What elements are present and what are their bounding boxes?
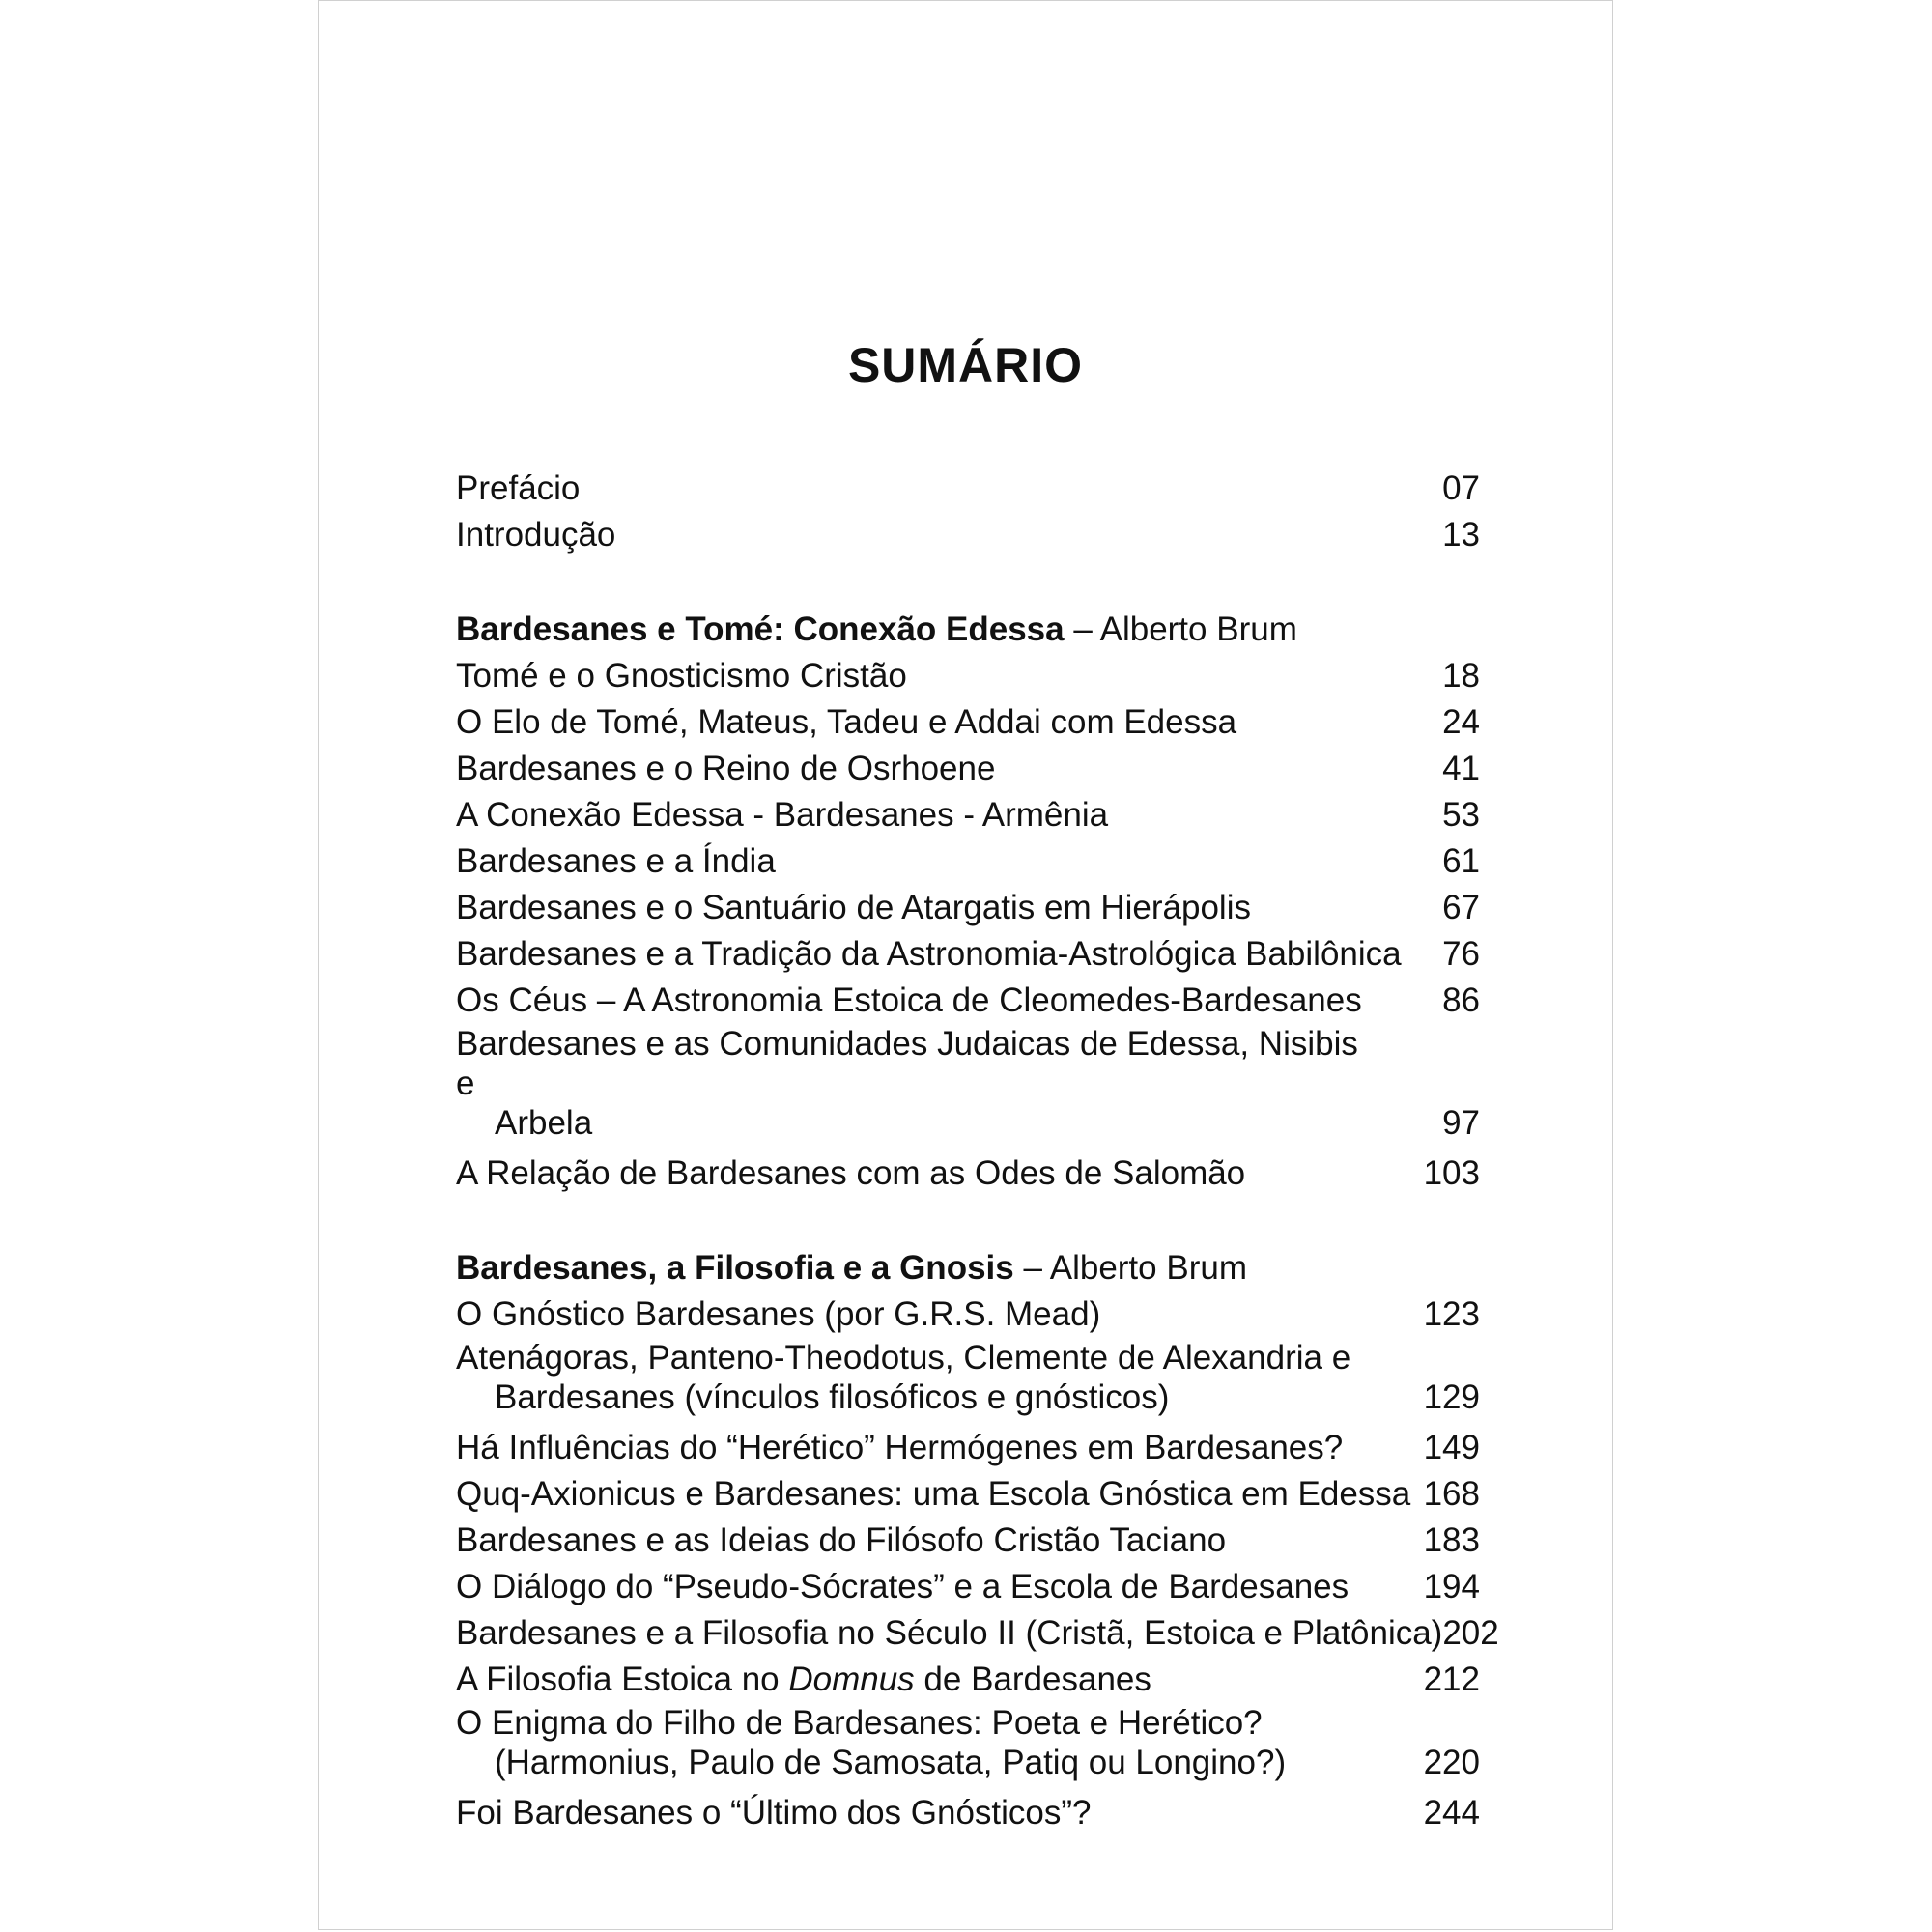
toc-entry bbox=[456, 1467, 1480, 1514]
toc-entry-label: Bardesanes e a Tradição da Astronomia-Astrológica Babilônica bbox=[456, 935, 1402, 973]
toc-entry-label-italic: Domnus bbox=[788, 1661, 915, 1698]
section-heading bbox=[456, 1241, 1480, 1288]
toc-entry bbox=[456, 462, 1480, 508]
toc-entry bbox=[456, 1334, 1480, 1421]
toc-entry-label: A Relação de Bardesanes com as Odes de Salomão bbox=[456, 1154, 1246, 1192]
toc-entry-page: 194 bbox=[1423, 1568, 1480, 1605]
toc-entry-label bbox=[456, 1024, 1383, 1143]
toc-entry bbox=[456, 1421, 1480, 1467]
toc-entry bbox=[456, 881, 1480, 927]
toc-entry bbox=[456, 1653, 1480, 1699]
toc-entry-label: A Conexão Edessa - Bardesanes - Armênia bbox=[456, 796, 1109, 834]
toc-entry-label: Quq-Axionicus e Bardesanes: uma Escola Gnóstica em Edessa bbox=[456, 1475, 1411, 1513]
section-title: Bardesanes, a Filosofia e a Gnosis bbox=[456, 1249, 1014, 1287]
toc-entry-label: Bardesanes e a Filosofia no Século II (Cristã, Estoica e Platônica) bbox=[456, 1614, 1443, 1652]
toc-entry-page: 86 bbox=[1442, 981, 1480, 1019]
page-title: SUMÁRIO bbox=[847, 338, 1084, 392]
toc-entry bbox=[456, 508, 1480, 554]
toc-entry-page: 76 bbox=[1442, 935, 1480, 973]
toc-entry-label: Há Influências do “Herético” Hermógenes em Bardesanes? bbox=[456, 1429, 1344, 1466]
toc-entry bbox=[456, 927, 1480, 974]
toc-entry-page: 61 bbox=[1442, 842, 1480, 880]
toc-entry-label-line2: Bardesanes (vínculos filosóficos e gnósticos) bbox=[495, 1378, 1170, 1416]
toc-entry bbox=[456, 742, 1480, 788]
toc-entry-label-line2: Arbela bbox=[495, 1104, 593, 1142]
toc-entry-page: 18 bbox=[1442, 657, 1480, 695]
toc-entry-page: 149 bbox=[1423, 1429, 1480, 1466]
toc-entry-label: Introdução bbox=[456, 516, 616, 554]
toc-entry bbox=[456, 1147, 1480, 1193]
toc-entry-page: 129 bbox=[1423, 1378, 1480, 1416]
toc-entry-label bbox=[456, 1703, 1383, 1782]
toc-entry-page: 244 bbox=[1423, 1794, 1480, 1832]
toc-entry-label-line2: (Harmonius, Paulo de Samosata, Patiq ou Longino?) bbox=[495, 1744, 1287, 1781]
toc-entry-page: 53 bbox=[1442, 796, 1480, 834]
toc-entry-page: 183 bbox=[1423, 1521, 1480, 1559]
toc-entry-label: O Elo de Tomé, Mateus, Tadeu e Addai com Edessa bbox=[456, 703, 1237, 741]
toc-entry bbox=[456, 1786, 1480, 1833]
toc-entry-page: 168 bbox=[1423, 1475, 1480, 1513]
toc-entry-label-line1: Bardesanes e as Comunidades Judaicas de Edessa, Nisibis e bbox=[456, 1025, 1358, 1102]
table-of-contents bbox=[456, 462, 1499, 1833]
toc-entry-label-pre: A Filosofia Estoica no bbox=[456, 1661, 780, 1698]
toc-entry bbox=[456, 1288, 1480, 1334]
toc-entry-label bbox=[456, 1661, 1151, 1699]
toc-entry bbox=[456, 1606, 1499, 1653]
toc-entry-page: 123 bbox=[1423, 1295, 1480, 1333]
section-author: – Alberto Brum bbox=[1073, 611, 1297, 648]
toc-entry-page: 13 bbox=[1442, 516, 1480, 554]
toc-entry-page: 67 bbox=[1442, 889, 1480, 926]
toc-entry bbox=[456, 696, 1480, 742]
toc-entry bbox=[456, 1560, 1480, 1606]
toc-entry bbox=[456, 1699, 1480, 1786]
toc-entry bbox=[456, 788, 1480, 835]
toc-entry-page: 220 bbox=[1423, 1744, 1480, 1781]
toc-entry-label: Prefácio bbox=[456, 469, 581, 507]
toc-entry-page: 202 bbox=[1442, 1614, 1499, 1652]
toc-entry-page: 24 bbox=[1442, 703, 1480, 741]
section-title: Bardesanes e Tomé: Conexão Edessa bbox=[456, 611, 1065, 648]
toc-entry-label: Tomé e o Gnosticismo Cristão bbox=[456, 657, 907, 695]
toc-entry-label-line1: Atenágoras, Panteno-Theodotus, Clemente de Alexandria e bbox=[456, 1339, 1351, 1377]
toc-entry-page: 97 bbox=[1442, 1104, 1480, 1142]
toc-entry-page: 41 bbox=[1442, 750, 1480, 787]
toc-entry-page: 07 bbox=[1442, 469, 1480, 507]
toc-entry bbox=[456, 1514, 1480, 1560]
toc-entry-label bbox=[456, 1338, 1383, 1417]
toc-entry bbox=[456, 1020, 1480, 1147]
toc-entry bbox=[456, 649, 1480, 696]
section-heading bbox=[456, 603, 1480, 649]
toc-entry-label: O Gnóstico Bardesanes (por G.R.S. Mead) bbox=[456, 1295, 1101, 1333]
toc-entry-label: Bardesanes e a Índia bbox=[456, 842, 776, 880]
toc-entry-page: 103 bbox=[1423, 1154, 1480, 1192]
toc-entry-label: Os Céus – A Astronomia Estoica de Cleomedes-Bardesanes bbox=[456, 981, 1362, 1019]
toc-entry-label-line1: O Enigma do Filho de Bardesanes: Poeta e Herético? bbox=[456, 1704, 1263, 1742]
toc-entry-label: Bardesanes e o Reino de Osrhoene bbox=[456, 750, 996, 787]
toc-entry-label: Bardesanes e as Ideias do Filósofo Cristão Taciano bbox=[456, 1521, 1227, 1559]
toc-entry bbox=[456, 835, 1480, 881]
toc-entry-label-post: de Bardesanes bbox=[923, 1661, 1151, 1698]
toc-entry bbox=[456, 974, 1480, 1020]
section-author: – Alberto Brum bbox=[1023, 1249, 1247, 1287]
toc-entry-page: 212 bbox=[1423, 1661, 1480, 1698]
toc-entry-label: Foi Bardesanes o “Último dos Gnósticos”? bbox=[456, 1794, 1092, 1832]
toc-entry-label: O Diálogo do “Pseudo-Sócrates” e a Escola de Bardesanes bbox=[456, 1568, 1350, 1605]
toc-entry-label: Bardesanes e o Santuário de Atargatis em Hierápolis bbox=[456, 889, 1251, 926]
